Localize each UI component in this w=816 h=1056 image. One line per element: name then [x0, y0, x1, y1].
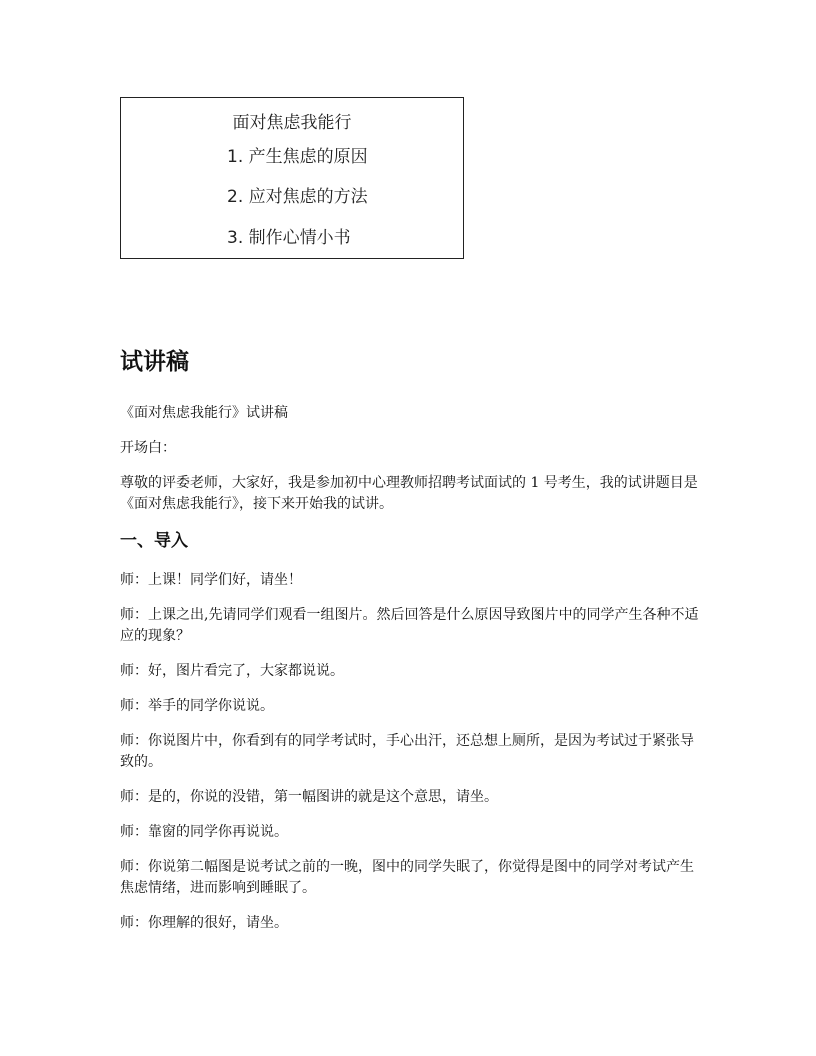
section-heading-intro: 一、导入 [120, 531, 188, 551]
board-item-methods: 2. 应对焦虑的方法 [227, 187, 368, 207]
dialogue-paragraph: 师：上课！同学们好，请坐！ [120, 572, 302, 588]
dialogue-paragraph: 师：举手的同学你说说。 [120, 698, 274, 714]
lecture-script [120, 344, 700, 948]
dialogue-paragraph: 师：上课之出,先请同学们观看一组图片。然后回答是什么原因导致图片中的同学产生各种不适应的现象？ [120, 607, 699, 644]
dialogue-paragraph: 师：你说第二幅图是说考试之前的一晚，图中的同学失眠了，你觉得是图中的同学对考试产生焦虑情绪，进而影响到睡眠了。 [120, 859, 694, 896]
dialogue-paragraph: 师：好，图片看完了，大家都说说。 [120, 663, 344, 679]
board-title: 面对焦虑我能行 [232, 113, 352, 133]
page-heading: 试讲稿 [120, 349, 189, 375]
script-subtitle: 《面对焦虑我能行》试讲稿 [120, 405, 288, 421]
dialogue-paragraph: 师：是的，你说的没错，第一幅图讲的就是这个意思，请坐。 [120, 789, 498, 805]
opening-text: 尊敬的评委老师，大家好，我是参加初中心理教师招聘考试面试的 1 号考生，我的试讲题目是《面对焦虑我能行》，接下来开始我的试讲。 [120, 475, 698, 512]
board-item-booklet: 3. 制作心情小书 [227, 228, 351, 248]
opening-label: 开场白： [120, 440, 176, 456]
dialogue-paragraph: 师：你理解的很好，请坐。 [120, 915, 288, 931]
board-item-causes: 1. 产生焦虑的原因 [227, 147, 368, 167]
blackboard-design-box [120, 97, 464, 259]
dialogue-paragraph: 师：靠窗的同学你再说说。 [120, 824, 288, 840]
dialogue-paragraph: 师：你说图片中，你看到有的同学考试时，手心出汗，还总想上厕所，是因为考试过于紧张导致的。 [120, 733, 694, 770]
